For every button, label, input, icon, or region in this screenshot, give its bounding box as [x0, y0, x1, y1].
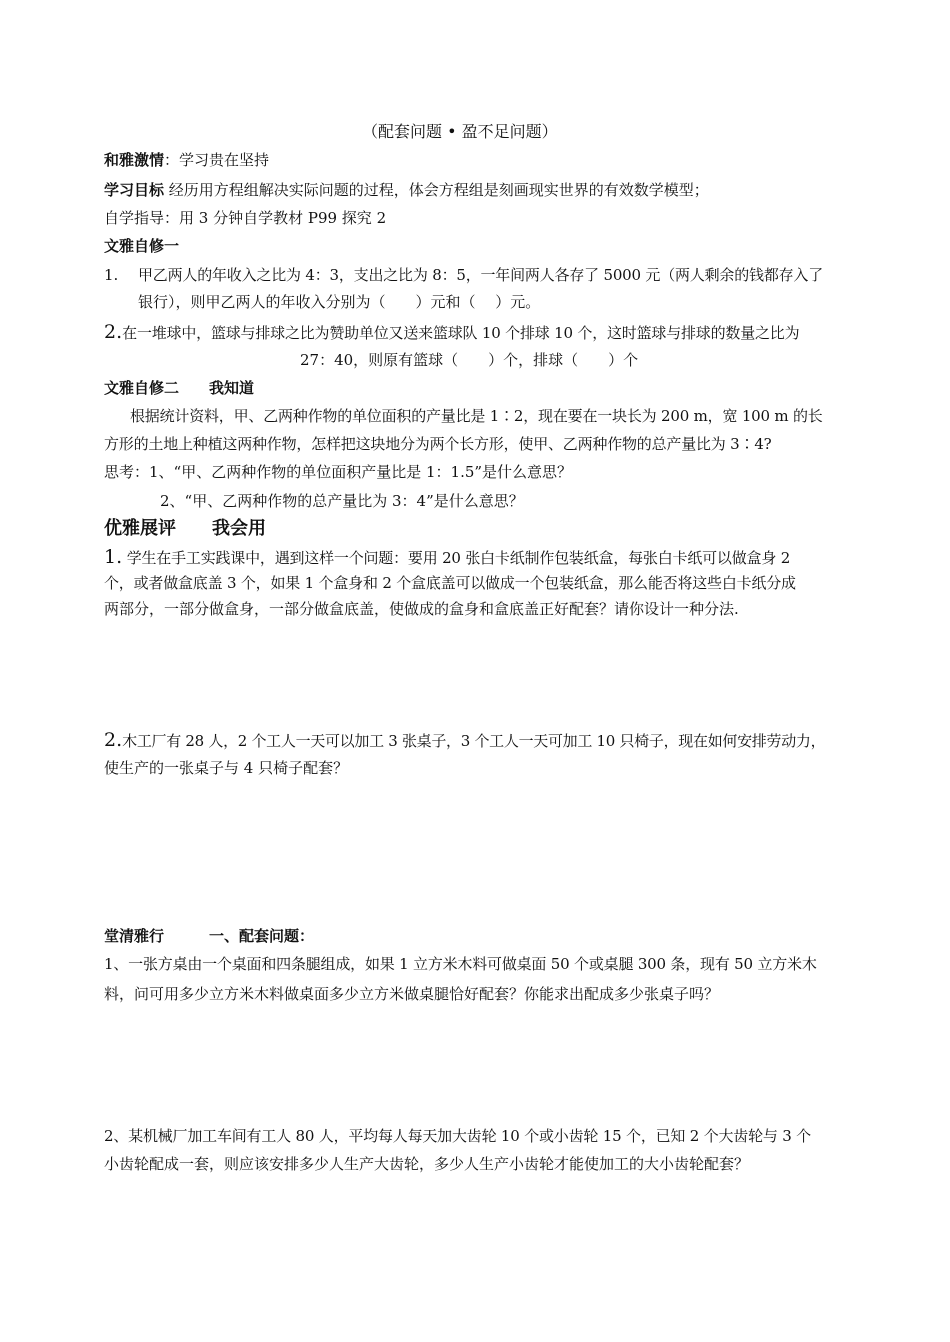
self1-q2-line1 [104, 322, 799, 343]
self1-q2-text: 在一堆球中，篮球与排球之比为赞助单位又送来篮球队 10 个排球 10 个，这时篮球与排球的数量之比为 [122, 324, 800, 342]
self2-heading: 文雅自修二 我知道 [104, 379, 255, 397]
class-heading: 堂清雅行 一、配套问题： [104, 927, 315, 945]
goal-label: 学习目标 [104, 181, 165, 199]
self1-q2-line2: 27：40，则原有篮球（ ）个，排球（ ）个 [300, 351, 639, 369]
show-heading: 优雅展评 我会用 [104, 518, 266, 539]
show-q1-line1 [104, 547, 790, 568]
class-q1-line1: 1、一张方桌由一个桌面和四条腿组成，如果 1 立方米木料可做桌面 50 个或桌腿 300 条，现有 50 立方米木 [104, 955, 817, 973]
show-q1-line3: 两部分，一部分做盒身，一部分做盒底盖，使做成的盒身和盒底盖正好配套？请你设计一种分法. [104, 600, 739, 618]
self1-q1-line2: 银行），则甲乙两人的年收入分别为（ ）元和（ ）元。 [138, 293, 541, 311]
class-q2-line1: 2、某机械厂加工车间有工人 80 人，平均每人每天加大齿轮 10 个或小齿轮 15 个，已知 2 个大齿轮与 3 个 [104, 1127, 811, 1145]
class-q1-line2: 料，问可用多少立方米木料做桌面多少立方米做桌腿恰好配套？你能求出配成多少张桌子吗？ [104, 985, 720, 1003]
self2-think1: 思考：1、“甲、乙两种作物的单位面积产量比是 1：1.5”是什么意思？ [104, 463, 573, 481]
self2-paragraph-line2: 方形的土地上种植这两种作物，怎样把这块地分为两个长方形，使甲、乙两种作物的总产量比为 3∶4? [104, 435, 772, 453]
self1-heading: 文雅自修一 [104, 237, 180, 255]
show-q1-text: 学生在手工实践课中，遇到这样一个问题：要用 20 张白卡纸制作包装纸盒，每张白卡纸可以做盒身 2 [122, 549, 791, 567]
self1-q2-number: 2. [104, 321, 123, 343]
page-title: （配套问题 • 盈不足问题） [362, 122, 558, 141]
show-q2-text: 木工厂有 28 人，2 个工人一天可以加工 3 张桌子，3 个工人一天可加工 10 只椅子，现在如何安排劳动力， [122, 732, 826, 750]
show-q2-line1 [104, 730, 825, 751]
motto-line [104, 150, 269, 170]
self1-q1-line1: 甲乙两人的年收入之比为 4：3，支出之比为 8：5，一年间两人各存了 5000 元（两人剩余的钱都存入了 [138, 266, 824, 284]
show-q1-line2: 个，或者做盒底盖 3 个，如果 1 个盒身和 2 个盒底盖可以做成一个包装纸盒，那么能否将这些白卡纸分成 [104, 574, 796, 592]
goal-line [104, 180, 709, 200]
show-q2-line2: 使生产的一张桌子与 4 只椅子配套？ [104, 759, 349, 777]
goal-text: 经历用方程组解决实际问题的过程，体会方程组是刻画现实世界的有效数学模型； [164, 181, 709, 199]
self1-q1-number: 1. [104, 266, 119, 284]
guide-line: 自学指导：用 3 分钟自学教材 P99 探究 2 [104, 209, 387, 227]
class-q2-line2: 小齿轮配成一套，则应该安排多少人生产大齿轮，多少人生产小齿轮才能使加工的大小齿轮配套？ [104, 1155, 750, 1173]
show-q2-number: 2. [104, 729, 123, 751]
show-q1-number: 1. [104, 546, 123, 568]
self2-think2: 2、“甲、乙两种作物的总产量比为 3：4”是什么意思？ [160, 492, 524, 510]
motto-label: 和雅激情 [104, 151, 165, 169]
motto-text: ：学习贵在坚持 [164, 151, 270, 169]
self2-paragraph-line1: 根据统计资料，甲、乙两种作物的单位面积的产量比是 1∶2，现在要在一块长为 200 m，宽 100 m 的长 [130, 407, 823, 425]
